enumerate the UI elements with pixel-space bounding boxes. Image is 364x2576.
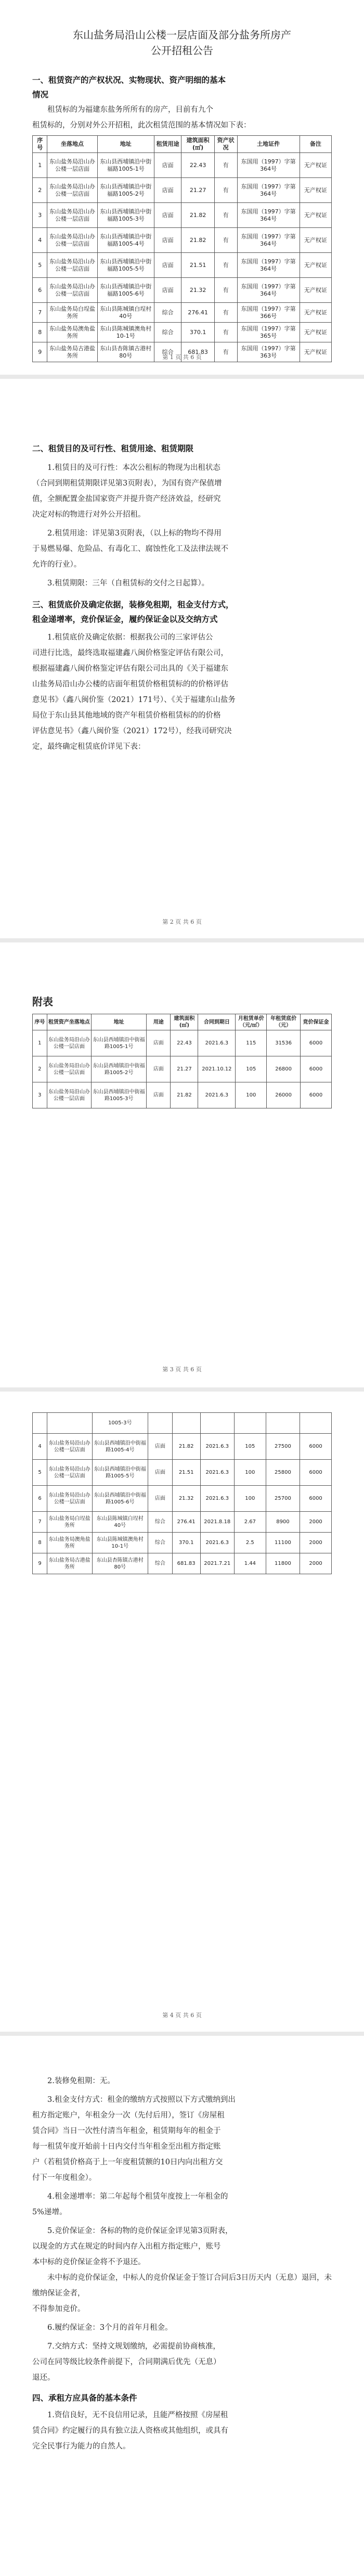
table-cell: 店面: [154, 178, 181, 203]
table-cell: 有: [214, 278, 237, 303]
table-cell: 无产权证: [300, 323, 331, 342]
table-cell: 店面: [148, 1434, 173, 1460]
table-cell: 东山盐务局澳角盐务所: [47, 1533, 92, 1553]
table-cell: 6000: [300, 1030, 331, 1056]
section-3-text: 2.装修免租期：无。: [47, 2077, 115, 2085]
table-row: [33, 253, 332, 278]
annex-table-header: 合同到期日: [198, 1014, 236, 1030]
table-cell: 东山县西埔镇沿中街福路1005-5号: [97, 253, 154, 278]
section-3-text: 付下一年度租金）。: [32, 2174, 97, 2182]
annex-title: 附表: [32, 996, 53, 1008]
table-row: [33, 278, 332, 303]
table-cell: 2021.10.12: [198, 1056, 236, 1082]
table-cell: 11100: [266, 1533, 300, 1553]
table-cell: 综合: [154, 323, 181, 342]
annex-table-header-row: [33, 1014, 332, 1030]
table-cell: 综合: [154, 342, 181, 362]
table-cell: 2021.6.3: [198, 1030, 236, 1056]
section-3-text: 局位于东山县其他地域的资产年租赁价格租赁标的的价格: [32, 711, 221, 720]
table-cell: 100: [236, 1082, 267, 1108]
page-number: 第 1 页 共 6 页: [162, 354, 202, 361]
table-cell: 东国用（1997）字第364号: [237, 278, 300, 303]
section-3-text: 1.租赁底价及确定依据：根据我公司的三家评估公: [47, 633, 213, 642]
table-row: [33, 203, 332, 228]
table-cell: 东山盐务局澳角盐务所: [47, 323, 97, 342]
page-number: 第 4 页 共 6 页: [162, 2012, 202, 2019]
table-cell: 5: [33, 253, 47, 278]
table-cell: 21.27: [171, 1056, 198, 1082]
table-cell: 东山县陈城镇澳角村10-1号: [97, 323, 154, 342]
table-cell: 26000: [267, 1082, 301, 1108]
annex-table-header: 地址: [92, 1014, 147, 1030]
section-1-text-line-1: 租赁标的为福建东盐务所所有的房产，目前有九个: [47, 106, 213, 114]
table-cell: 11800: [266, 1553, 300, 1574]
table-cell: [300, 1413, 332, 1434]
table-cell: 无产权证: [300, 153, 331, 178]
table-cell: 东山盐务局白埕盐务所: [47, 1512, 92, 1533]
table-cell: 21.32: [181, 278, 214, 303]
section-1-text-line-2: 租赁标的，分别对外公开招租，此次租赁范围的基本情况如下表：: [32, 121, 251, 130]
table-cell: 东山盐务局沿山办公楼一层店面: [47, 1030, 91, 1056]
table-cell: 无产权证: [300, 303, 331, 323]
section-2-text: 1.租赁目的及可行性：本次公租标的物现为出租状态: [47, 464, 220, 472]
annex-table-header: 序号: [33, 1014, 47, 1030]
table-cell: 无产权证: [300, 228, 331, 253]
section-2-text: 允许的行业）。: [32, 560, 82, 569]
table-cell: 681.83: [181, 342, 214, 362]
table-cell: 6: [33, 278, 47, 303]
table-cell: 东山县西埔镇沿中街福路1005-6号: [92, 1486, 148, 1512]
table-cell: 6000: [300, 1486, 332, 1512]
table-cell: 有: [214, 253, 237, 278]
table-cell: 681.83: [172, 1553, 200, 1574]
section-3-text: 未中标的竞价保证金，中标人的竞价保证金于签订合同后3日历天内（无息）退回，未缴纳保证金者，: [32, 2274, 332, 2298]
table-cell: 店面: [154, 278, 181, 303]
section-3-text: 评估意见书》（鑫八闽价鉴（2021）172号），经我司研究决: [32, 727, 232, 735]
table-cell: 东山盐务局沿山办公楼一层店面: [47, 1056, 91, 1082]
table-cell: 东山盐务局沿山办公楼一层店面: [47, 203, 97, 228]
page-1-content: [32, 27, 332, 362]
table-cell: 店面: [148, 1486, 173, 1512]
table-cell: 无产权证: [300, 253, 331, 278]
asset-table-header: 备注: [300, 136, 331, 153]
section-2-text: （合同到期租赁期限详见第3页附表），为国有资产保值增: [32, 479, 222, 488]
table-cell: 21.27: [181, 178, 214, 203]
table-row: [33, 1082, 332, 1108]
section-3-text: 3.租金支付方式：租金的缴纳方式按照以下方式缴纳到出: [47, 2096, 236, 2104]
section-3-text: 租方指定账户，年租金分一次（先付后用），签订《房屋租: [32, 2111, 225, 2120]
section-3-text: 4.租金递增率：第二年起每个租赁年度按上一年租金的: [47, 2192, 228, 2201]
table-cell: 东山县西埔镇沿中街福路1005-1号: [92, 1030, 147, 1056]
table-cell: 21.82: [172, 1434, 200, 1460]
section-4-text: 完全民事行为能力的自然人。: [32, 2442, 131, 2451]
section-3-heading-line-1: 三、租赁底价及确定依据，装修免租期，租金支付方式，: [32, 600, 234, 609]
table-cell: 8: [33, 323, 47, 342]
table-cell: 有: [214, 228, 237, 253]
table-cell: 2000: [300, 1533, 332, 1553]
annex-table-header: 租赁资产坐落地点: [47, 1014, 91, 1030]
table-cell: 东山盐务局沿山办公楼一层店面: [47, 153, 97, 178]
annex-table-continued: [32, 1412, 332, 1574]
section-3-text: 6.履约保证金：3个月的首年月租金。: [47, 2324, 173, 2332]
table-cell: 东国用（1997）字第366号: [237, 303, 300, 323]
table-cell: 3: [33, 203, 47, 228]
table-cell: 2021.6.3: [200, 1434, 234, 1460]
section-3-text: 每一租赁年度开始前十日内交付当年租金至出租方指定账: [32, 2143, 221, 2151]
table-cell: 27500: [266, 1434, 300, 1460]
document-page-1: [0, 0, 364, 375]
table-cell: 8: [33, 1533, 47, 1553]
page-4-content: [32, 1412, 332, 1574]
table-cell: 东国用（1997）字第364号: [237, 153, 300, 178]
table-cell: 2.67: [234, 1512, 266, 1533]
table-row: [33, 1486, 332, 1512]
annex-table-header: 年租赁底价（元）: [267, 1014, 301, 1030]
section-4-text: 1.资信良好，无不良信用记录，且能严格按照《房屋租: [47, 2411, 228, 2419]
table-cell: 东山盐务局沿山办公楼一层店面: [47, 1082, 91, 1108]
table-cell: 东山县西埔镇沿中街福路1005-1号: [97, 153, 154, 178]
table-row: [33, 303, 332, 323]
annex-table-header: 用途: [147, 1014, 171, 1030]
document-title-line-2: 公开招租公告: [151, 44, 213, 57]
table-cell: [148, 1413, 173, 1434]
table-row: [33, 1460, 332, 1486]
section-2-heading: 二、租赁目的及可行性、租赁用途、租赁期限: [32, 444, 194, 453]
table-row: [33, 1030, 332, 1056]
table-cell: [266, 1413, 300, 1434]
table-cell: 东山县西埔镇沿中街福路1005-3号: [92, 1082, 147, 1108]
table-cell: [172, 1413, 200, 1434]
section-3-text: 公司在同等级比较条件前提下，合同期满后优先（无息）: [32, 2358, 221, 2366]
annex-table-header: 建筑面积(㎡): [171, 1014, 198, 1030]
table-cell: 7: [33, 1512, 47, 1533]
asset-table-header-row: [33, 136, 332, 153]
table-cell: 东山盐务局沿山办公楼一层店面: [47, 1486, 92, 1512]
table-cell: 东山盐务局沿山办公楼一层店面: [47, 178, 97, 203]
table-cell: 8900: [266, 1512, 300, 1533]
table-cell: 东山县杏陈镇古港村80号: [97, 342, 154, 362]
table-cell: 有: [214, 203, 237, 228]
page-2-content: [32, 441, 332, 755]
table-row: [33, 323, 332, 342]
section-3-text: 根据福建鑫八闽价格鉴定评估有限公司出具的《关于福建东: [32, 665, 228, 673]
table-cell: 东山盐务局沿山办公楼一层店面: [47, 1434, 92, 1460]
table-cell: 东山县西埔镇沿中街福路1005-4号: [97, 228, 154, 253]
table-cell: 东山县陈城镇澳角村10-1号: [92, 1533, 148, 1553]
table-cell: 东山盐务局古港盐务所: [47, 342, 97, 362]
table-cell: 有: [214, 303, 237, 323]
table-cell: 店面: [147, 1056, 171, 1082]
section-3-text: 退还。: [32, 2374, 55, 2382]
table-cell: 3: [33, 1082, 47, 1108]
table-cell: [200, 1413, 234, 1434]
section-3-text: 5.竞价保证金：各标的物的竞价保证金详见第3页附表，: [47, 2227, 233, 2235]
table-cell: 370.1: [172, 1533, 200, 1553]
section-3-text: 户（若租赁价格高于上一年度租赁额的10日内向出租方交: [32, 2158, 223, 2166]
table-cell: 有: [214, 178, 237, 203]
table-cell: 店面: [148, 1460, 173, 1486]
table-row: [33, 1533, 332, 1553]
section-2-text: 3.租赁期限：三年（自租赁标的交付之日起算）。: [47, 579, 210, 588]
table-cell: 6000: [300, 1460, 332, 1486]
table-cell: 4: [33, 1434, 47, 1460]
section-3-heading-line-2: 租金递增率，竞价保证金，履约保证金以及交纳方式: [32, 615, 218, 624]
table-cell: 21.82: [181, 228, 214, 253]
table-cell: 东国用（1997）字第364号: [237, 253, 300, 278]
table-cell: 2021.6.3: [200, 1486, 234, 1512]
table-cell: 东山县西埔镇沿中街福路1005-4号: [92, 1434, 148, 1460]
table-cell: 综合: [148, 1533, 173, 1553]
section-3-text: 5%递增。: [32, 2208, 67, 2216]
table-cell: 1: [33, 153, 47, 178]
table-cell: 东山盐务局古港盐务所: [47, 1553, 92, 1574]
section-3-text: 赁合同》当日一次性付清当年租金，租赁期每年的租金于: [32, 2127, 221, 2135]
table-row: [33, 1512, 332, 1533]
asset-table-header: 租赁用途: [154, 136, 181, 153]
table-cell: 21.82: [171, 1082, 198, 1108]
table-cell: 1: [33, 1030, 47, 1056]
table-cell: 115: [236, 1030, 267, 1056]
table-cell: 店面: [147, 1030, 171, 1056]
table-cell: 1005-3号: [92, 1413, 148, 1434]
asset-table-header: 土地证件: [237, 136, 300, 153]
table-cell: 东山县西埔镇沿中街福路1005-2号: [97, 178, 154, 203]
asset-table: [32, 135, 332, 362]
document-page-2: [0, 379, 364, 938]
table-cell: 东山盐务局沿山办公楼一层店面: [47, 278, 97, 303]
table-cell: 综合: [154, 303, 181, 323]
table-row: [33, 153, 332, 178]
table-cell: 有: [214, 323, 237, 342]
table-cell: 东山县西埔镇沿中街福路1005-2号: [92, 1056, 147, 1082]
table-cell: 店面: [154, 253, 181, 278]
table-cell: 店面: [154, 203, 181, 228]
section-2-text: 决定对标的物进行对外公开招租。: [32, 511, 146, 519]
page-number: 第 2 页 共 6 页: [162, 919, 202, 925]
table-cell: 6000: [300, 1434, 332, 1460]
table-cell: 店面: [154, 228, 181, 253]
page-number: 第 3 页 共 6 页: [162, 1366, 202, 1373]
section-1-heading-line-2: 情况: [32, 90, 49, 99]
table-cell: 东国用（1997）字第364号: [237, 228, 300, 253]
section-3-text: 7.交纳方式：坚持文规划缴纳，必需提前协商核准，: [47, 2342, 220, 2351]
section-4-heading: 四、承租方应具备的基本条件: [32, 2393, 137, 2403]
document-page-4: [0, 1392, 364, 2032]
table-cell: 2021.8.18: [200, 1512, 234, 1533]
document-page-5: [0, 2036, 364, 2576]
table-cell: [47, 1413, 92, 1434]
table-row: [33, 1553, 332, 1574]
table-cell: 26800: [267, 1056, 301, 1082]
table-cell: 21.32: [172, 1486, 200, 1512]
table-cell: 无产权证: [300, 342, 331, 362]
table-cell: 东国用（1997）字第363号: [237, 342, 300, 362]
table-cell: 东山盐务局白埕盐务所: [47, 303, 97, 323]
annex-table: [32, 1014, 332, 1108]
asset-table-header: 建筑面积(㎡): [181, 136, 214, 153]
table-cell: 东山盐务局沿山办公楼一层店面: [47, 253, 97, 278]
section-3-text: 司进行比选，最终选取福建鑫八闽价格鉴定评估有限公司，: [32, 649, 228, 657]
section-1-heading-line-1: 一、租赁资产的产权状况、实物现状、资产明细的基本: [32, 75, 226, 85]
table-cell: 东山县陈城镇白埕村40号: [97, 303, 154, 323]
asset-table-header: 资产状况: [214, 136, 237, 153]
table-cell: 店面: [147, 1082, 171, 1108]
table-cell: 7: [33, 303, 47, 323]
table-cell: 21.82: [181, 203, 214, 228]
table-cell: 东国用（1997）字第364号: [237, 203, 300, 228]
table-row: [33, 228, 332, 253]
page-3-content: [32, 993, 332, 1108]
table-cell: 6000: [300, 1082, 331, 1108]
table-cell: 100: [234, 1460, 266, 1486]
table-cell: 店面: [154, 153, 181, 178]
table-cell: 1.44: [234, 1553, 266, 1574]
section-3-text: 本中标的竞价保证金将不予退还。: [32, 2258, 146, 2266]
table-cell: 21.51: [181, 253, 214, 278]
section-2-text: 2.租赁用途：详见第3页附表，（以上标的物均不得用: [47, 529, 222, 538]
section-2-text: 值，全额配置金盐国家资产并提升资产经济效益，经研究: [32, 495, 221, 503]
table-cell: 东山县杏陈镇古港村80号: [92, 1553, 148, 1574]
table-cell: 22.43: [181, 153, 214, 178]
table-cell: 无产权证: [300, 278, 331, 303]
table-cell: 东山县西埔镇沿中街福路1005-6号: [97, 278, 154, 303]
section-3-text: 意见书》（鑫八闽价鉴（2021）171号）、《关于福建东山盐务: [32, 696, 236, 704]
table-cell: 2021.7.21: [200, 1553, 234, 1574]
section-4-text: 赁合同》约定履行的具有独立法人资格或其他组织，或具有: [32, 2427, 228, 2435]
table-cell: 有: [214, 153, 237, 178]
table-cell: 有: [214, 342, 237, 362]
table-cell: 9: [33, 1553, 47, 1574]
asset-table-header: 坐落地点: [47, 136, 97, 153]
table-cell: 2021.6.3: [200, 1533, 234, 1553]
table-row: [33, 1434, 332, 1460]
table-cell: 东山县陈城镇白埕村40号: [92, 1512, 148, 1533]
table-cell: [33, 1413, 47, 1434]
table-cell: 综合: [148, 1512, 173, 1533]
section-2-text: 于易燃易爆、危险品、有毒化工、腐蚀性化工及法律法规不: [32, 545, 228, 553]
table-cell: 31536: [267, 1030, 301, 1056]
table-cell: 2000: [300, 1553, 332, 1574]
table-cell: 5: [33, 1460, 47, 1486]
table-cell: 25700: [266, 1486, 300, 1512]
table-cell: 2.5: [234, 1533, 266, 1553]
page-5-content: [32, 2073, 332, 2454]
table-row: [33, 1413, 332, 1434]
table-cell: 9: [33, 342, 47, 362]
section-3-text: 山盐务局沿山办公楼的店面年租赁价格租赁标的的价格评估: [32, 680, 228, 688]
table-cell: 东国用（1997）字第365号: [237, 323, 300, 342]
document-page-3: [0, 942, 364, 1387]
table-cell: 2000: [300, 1512, 332, 1533]
table-cell: 无产权证: [300, 203, 331, 228]
table-cell: 东国用（1997）字第364号: [237, 178, 300, 203]
asset-table-header: 地址: [97, 136, 154, 153]
table-cell: 100: [234, 1486, 266, 1512]
table-cell: 综合: [148, 1553, 173, 1574]
table-cell: 2021.6.3: [198, 1082, 236, 1108]
table-cell: 东山县西埔镇沿中街福路1005-3号: [97, 203, 154, 228]
table-cell: 6000: [300, 1056, 331, 1082]
table-cell: 6: [33, 1486, 47, 1512]
table-cell: 2021.6.3: [200, 1460, 234, 1486]
table-cell: 370.1: [181, 323, 214, 342]
table-cell: 东山盐务局沿山办公楼一层店面: [47, 1460, 92, 1486]
table-cell: 2: [33, 178, 47, 203]
table-cell: 4: [33, 228, 47, 253]
table-row: [33, 178, 332, 203]
table-cell: 无产权证: [300, 178, 331, 203]
table-cell: 276.41: [172, 1512, 200, 1533]
table-cell: 105: [236, 1056, 267, 1082]
table-cell: 21.51: [172, 1460, 200, 1486]
document-title-line-1: 东山盐务局沿山公楼一层店面及部分盐务所房产: [73, 29, 291, 41]
table-cell: 105: [234, 1434, 266, 1460]
table-cell: 25800: [266, 1460, 300, 1486]
annex-table-header: 月租赁单价（元/㎡）: [236, 1014, 267, 1030]
section-3-text: 定，最终确定租赁底价详见下表：: [32, 743, 146, 751]
section-3-text: 以现金的方式在规定的时间内存入出租方指定账户，账号: [32, 2242, 221, 2251]
table-cell: 22.43: [171, 1030, 198, 1056]
table-cell: 东山盐务局沿山办公楼一层店面: [47, 228, 97, 253]
table-cell: 东山县西埔镇沿中街福路1005-5号: [92, 1460, 148, 1486]
table-cell: 276.41: [181, 303, 214, 323]
asset-table-header: 序号: [33, 136, 47, 153]
table-cell: 2: [33, 1056, 47, 1082]
table-cell: [234, 1413, 266, 1434]
section-3-text: 不得参加竞价。: [32, 2305, 85, 2313]
annex-table-header: 竞价保证金: [300, 1014, 331, 1030]
table-row: [33, 1056, 332, 1082]
